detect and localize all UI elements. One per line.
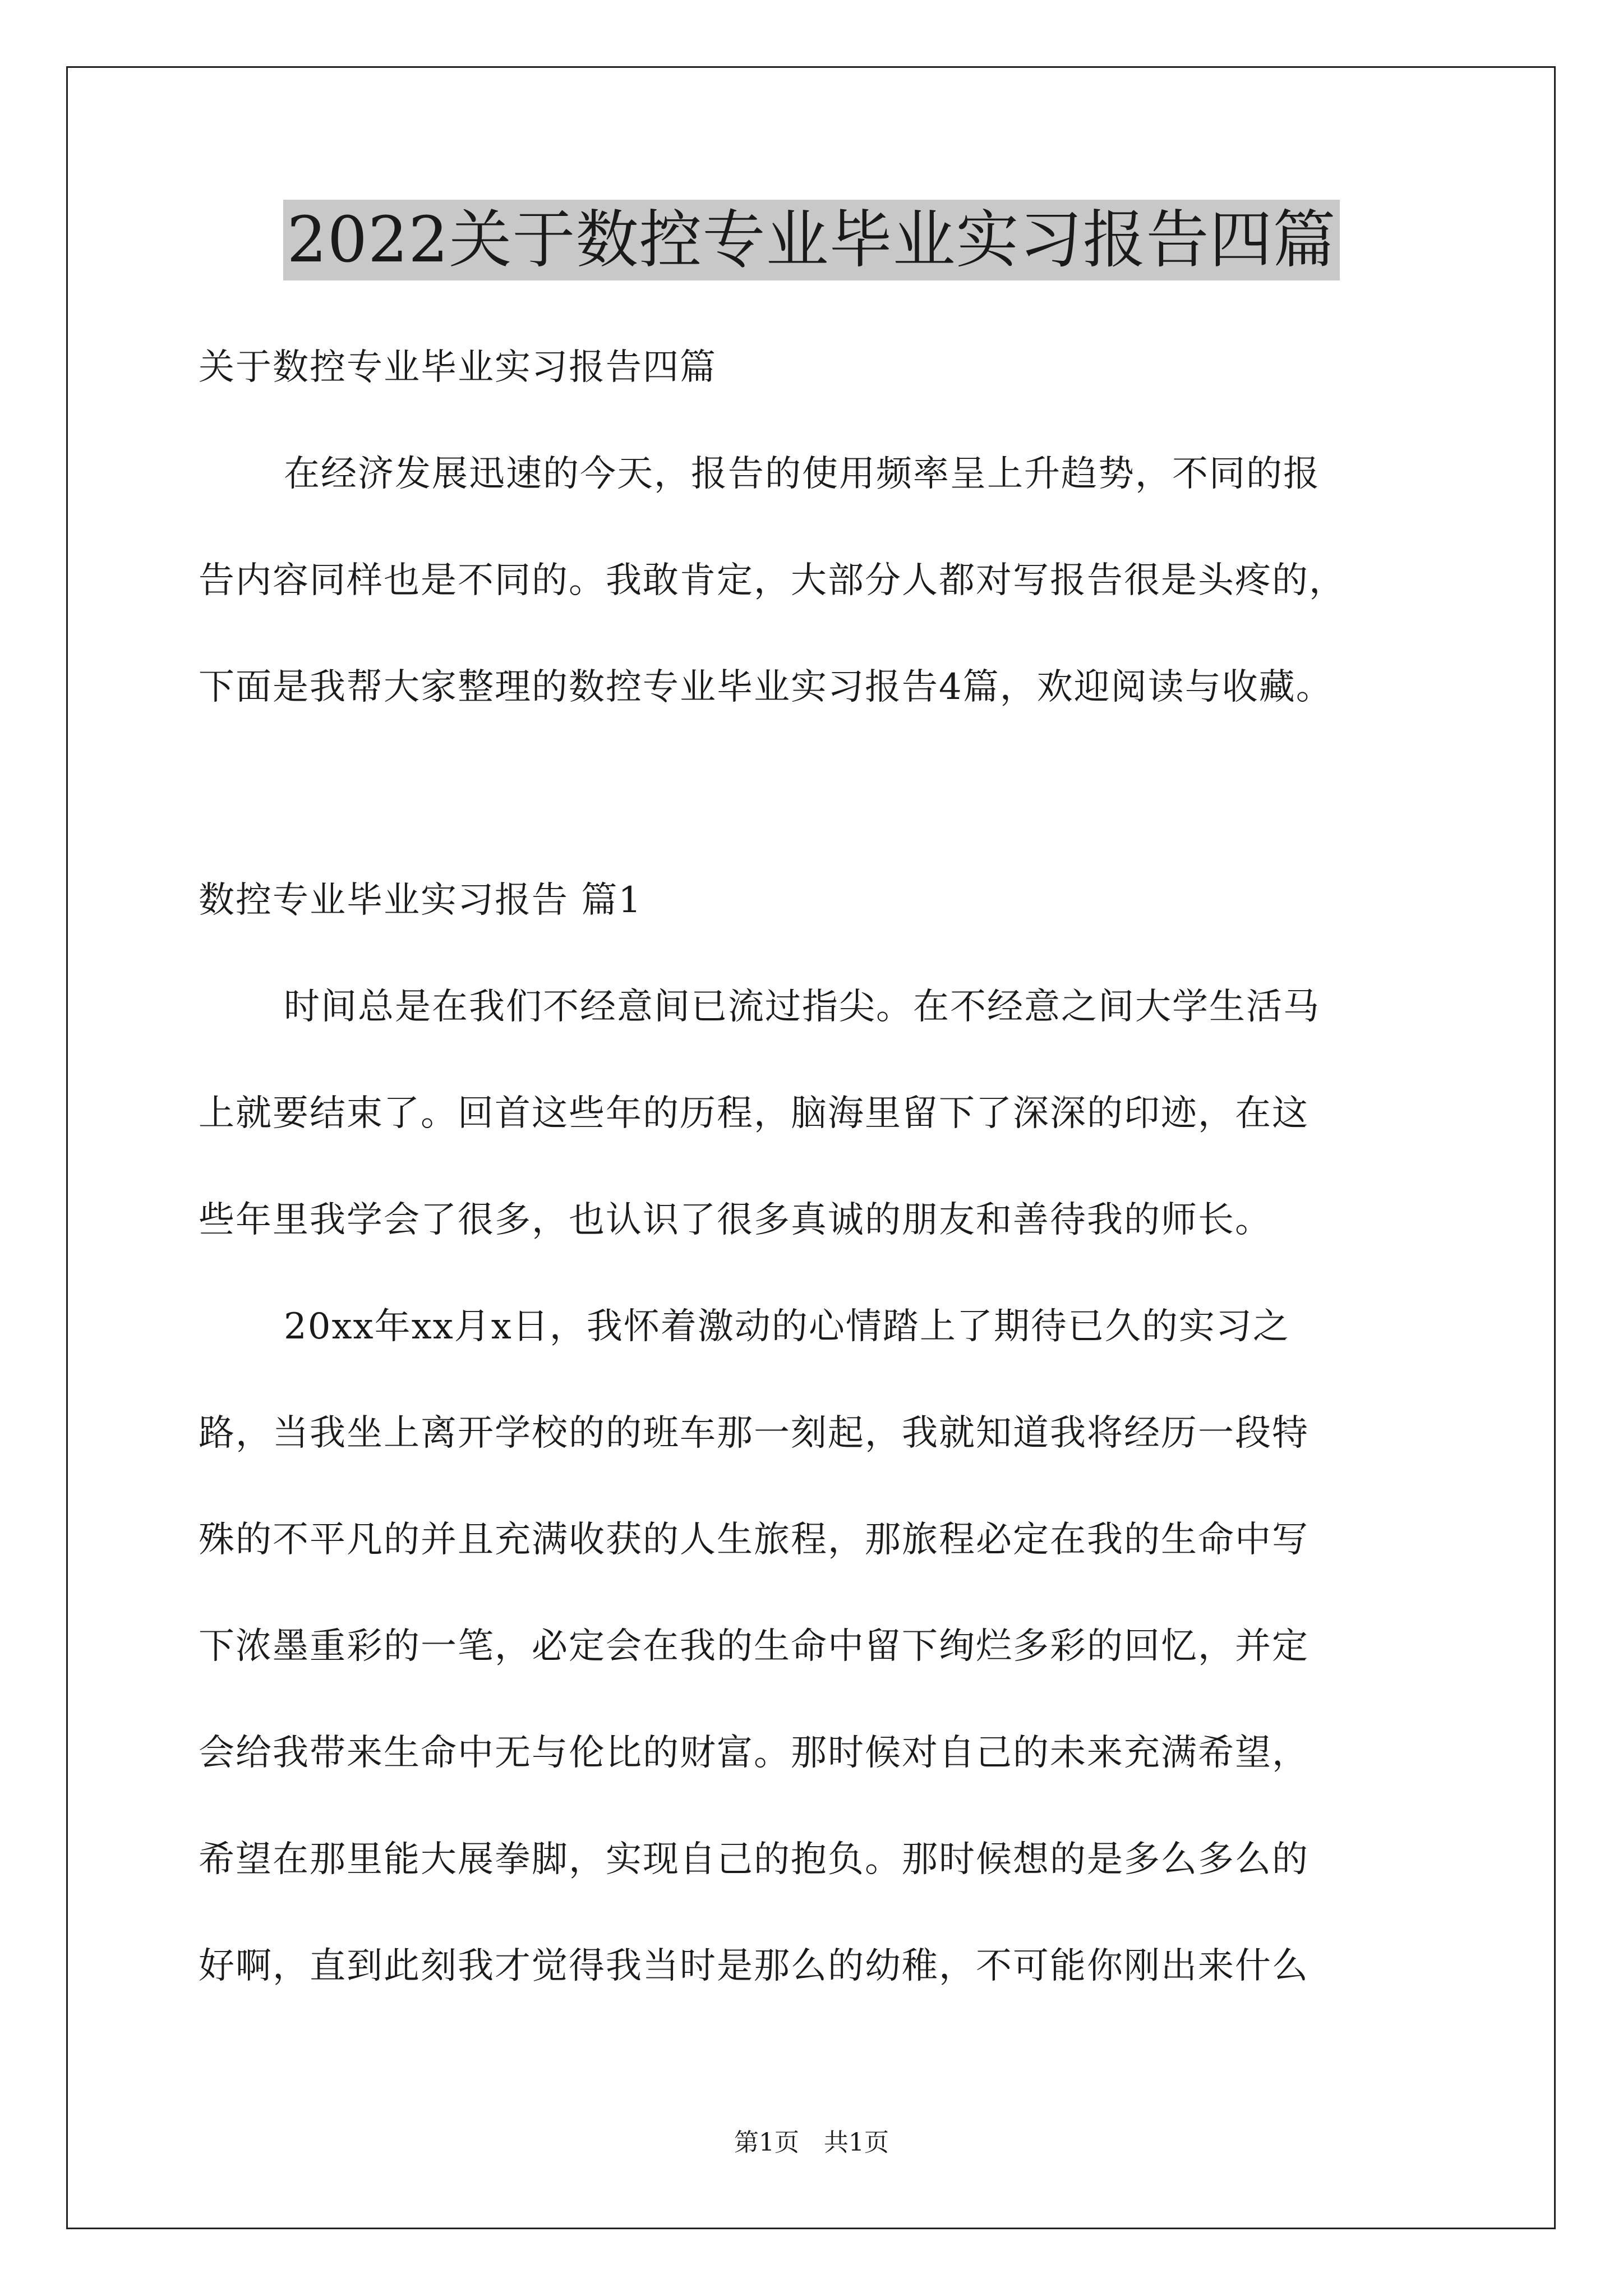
paragraph-line: 下浓墨重彩的一笔，必定会在我的生命中留下绚烂多彩的回忆，并定 — [199, 1626, 1309, 1667]
section-spacer — [199, 740, 1432, 847]
intro-line: 在经济发展迅速的今天，报告的使用频率呈上升趋势，不同的报 — [284, 453, 1320, 495]
paragraph-line: 时间总是在我们不经意间已流过指尖。在不经意之间大学生活马 — [284, 986, 1320, 1028]
section-heading: 数控专业毕业实习报告 篇1 — [199, 880, 643, 921]
paragraph-line: 殊的不平凡的并且充满收获的人生旅程，那旅程必定在我的生命中写 — [199, 1519, 1309, 1561]
paragraph-line: 会给我带来生命中无与伦比的财富。那时候对自己的未来充满希望， — [199, 1732, 1309, 1774]
paragraph-line: 20xx年xx月x日，我怀着激动的心情踏上了期待已久的实习之 — [284, 1306, 1290, 1347]
document-body — [199, 314, 1432, 2019]
intro-line: 下面是我帮大家整理的数控专业毕业实习报告4篇，欢迎阅读与收藏。 — [199, 666, 1333, 708]
paragraph-line: 路，当我坐上离开学校的的班车那一刻起，我就知道我将经历一段特 — [199, 1412, 1309, 1454]
paragraph-line: 上就要结束了。回首这些年的历程，脑海里留下了深深的印迹，在这 — [199, 1093, 1309, 1134]
paragraph-line: 些年里我学会了很多，也认识了很多真诚的朋友和善待我的师长。 — [199, 1199, 1272, 1241]
document-subtitle: 关于数控专业毕业实习报告四篇 — [199, 347, 717, 388]
title-container — [0, 200, 1623, 280]
page-footer: 第1页 共1页 — [734, 2128, 889, 2157]
paragraph-line: 好啊，直到此刻我才觉得我当时是那么的幼稚，不可能你刚出来什么 — [199, 1945, 1309, 1987]
intro-line: 告内容同样也是不同的。我敢肯定，大部分人都对写报告很是头疼的， — [199, 560, 1346, 601]
paragraph-line: 希望在那里能大展拳脚，实现自己的抱负。那时候想的是多么多么的 — [199, 1839, 1309, 1880]
document-title: 2022关于数控专业毕业实习报告四篇 — [283, 200, 1339, 280]
